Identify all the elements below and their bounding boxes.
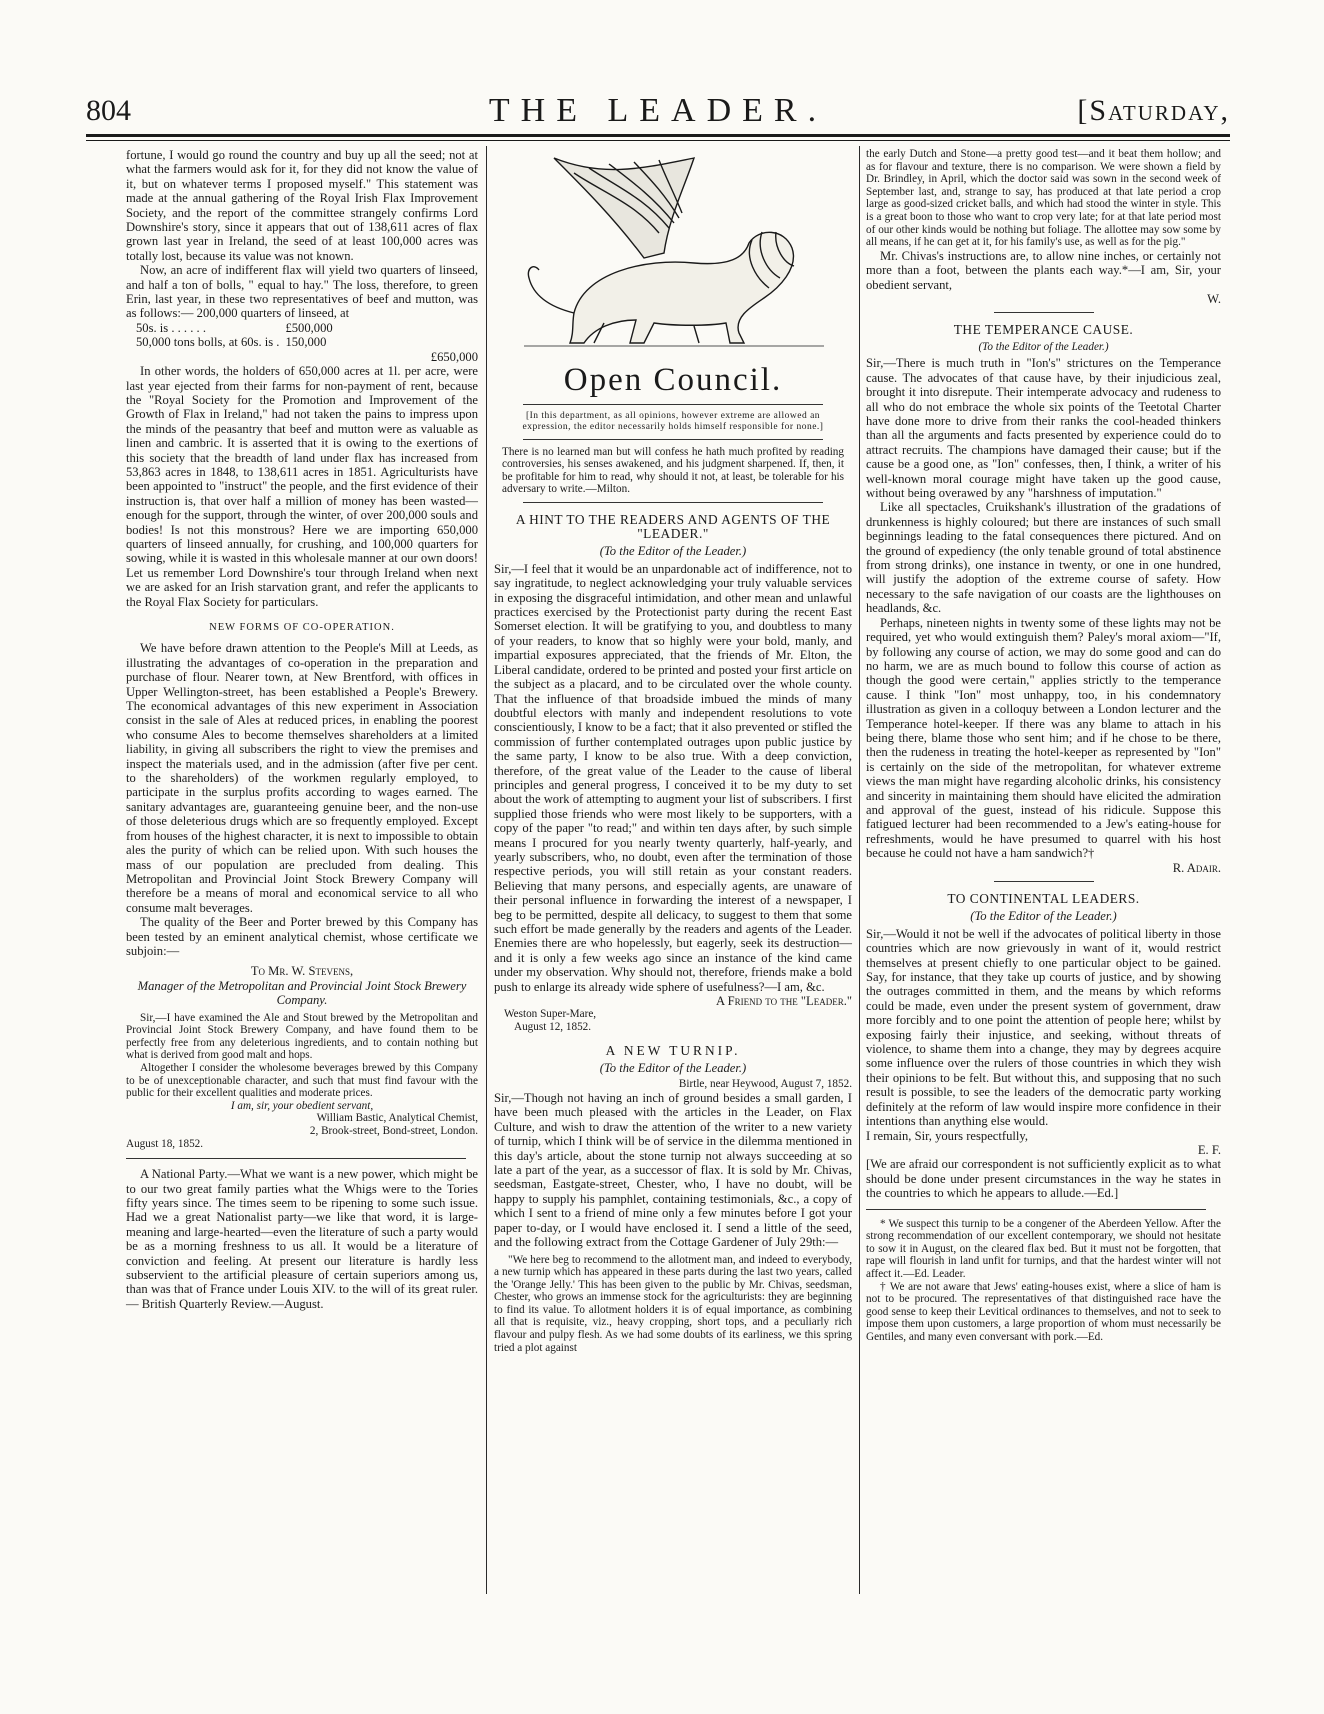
letter-paragraph: Sir,—I have examined the Ale and Stout brewed by the Metropolitan and Provincial Joint Stock Brewery Company, and have found them to be perfectly free from any deleterious ingredients, and to contain nothing but what is derived from good malt and hops. <box>126 1011 478 1062</box>
page-number: 804 <box>86 94 131 127</box>
article-paragraph: We have before drawn attention to the People's Mill at Leeds, as illustrating the advantages of co-operation in the preparation and purchase of flour. Nearer town, at New Brentford, with offices in Upper Wellington-street, has been established a People's Brewery. The economical advantages of this new experiment in Association consist in the sale of Ales at reduced prices, in enabling the poorest who consume Ales to become themselves shareholders at a limited liability, in giving all subscribers the right to view the premises and inspect the materials used, and in the admission (after five per cent. to the shareholders) of the workmen regularly employed, to participate in the surplus profits according to wages earned. The sanitary advantages are, guaranteeing genuine beer, and the non-use of those deleterious drugs which are so frequently employed. Except from houses of the highest character, it is next to impossible to obtain ales the purity of which can be relied upon. With such houses the mass of our population are precluded from dealing. This Metropolitan and Provincial Joint Stock Brewery Company will therefore be a means of moral and economical service to all who consume malt beverages. <box>126 641 478 915</box>
table-cell: 50s. is . . . . . . <box>136 320 206 335</box>
letter-signature: W. <box>1207 291 1221 306</box>
letter-close: I am, sir, your obedient servant, <box>230 1099 374 1112</box>
letter-date: August 18, 1852. <box>126 1137 204 1150</box>
column-divider <box>859 146 860 1594</box>
article-subheading: (To the Editor of the Leader.) <box>599 544 747 559</box>
article-heading: TO CONTINENTAL LEADERS. <box>947 891 1140 906</box>
letter-role: Manager of the Metropolitan and Provincial Joint Stock Brewery Company. <box>137 978 467 1008</box>
dateline: Birtle, near Heywood, August 7, 1852. <box>678 1078 852 1091</box>
article-heading: A NEW TURNIP. <box>605 1042 741 1058</box>
column-2 <box>494 148 852 1628</box>
divider <box>126 1158 466 1159</box>
column-1 <box>126 148 478 1598</box>
winged-lion-icon <box>494 148 852 360</box>
epigraph: There is no learned man but will confess he hath much profited by reading controversies, his senses awakened, and his judgment sharpened. If, then, it be profitable for him to read, why should it not, at least, be tolerable for his adversary to write.—Milton. <box>502 446 844 496</box>
letter-signature: E. F. <box>1197 1142 1221 1157</box>
letter-date: August 12, 1852. <box>514 1021 592 1034</box>
article-paragraph: The quality of the Beer and Porter brewed by this Company has been tested by an eminent analytical chemist, whose certificate we subjoin:— <box>126 915 478 958</box>
table-cell: 150,000 <box>285 335 327 350</box>
table-row <box>136 321 339 335</box>
article-paragraph: A National Party.—What we want is a new power, which might be to our two great family parties what the Whigs were to the Tories fifty years since. The times seem to be ripening to some such issue. Had we a great Nationalist party—we like that word, it is large-meaning and large-hearted—even the literature of such a party would be as a morning freshness to us all. It would be a literature of conviction and feeling. At present our literature is hardly less subservient to the artificial pleasure of certain superiors among us, than was that of France under Louis XIV. to the will of its great ruler.— British Quarterly Review.—August. <box>126 1167 478 1311</box>
article-paragraph: Sir,—I feel that it would be an unpardonable act of indifference, not to say ingratitude, to neglect acknowledging your truly valuable services in exposing the disgraceful intimidation, and other mean and unlawful practices exercised by the Protectionist party during the recent East Somerset election. It will be gratifying to you, and doubtless to many of your readers, to know that so highly were your bold, manly, and impartial exposures appreciated, that the friends of Mr. Elton, the Liberal candidate, ordered to be printed and posted your first article on the subject as a placard, and to be circulated over the whole county. That the influence of that broadside imbued the minds of many doubtful electors with manly and independent resolutions to vote conscientiously, I know to be a fact; that it also prevented or stifled the commission of further contemplated outrages upon public justice by the same party, I know to be also true. With a deep conviction, therefore, of the great value of the Leader to the cause of liberal principles and general progress, I conceived it to be my duty to set about the work of attempting to augment your list of subscribers. I first supplied those friends who were most likely to be supporters, with a copy of the paper "to read;" and within ten days after, by such simple means I procured for you nearly twenty quarterly, half-yearly, and yearly subscribers, who, no doubt, even after the termination of those respective periods, you will still retain as your constant readers. Believing that many persons, and especially agents, are unaware of their personal influence in forwarding the interest of a newspaper, I beg to be permitted, despite all delicacy, to suggest to them that some such effort be made generally by the readers and agents of the Leader. Enemies there are who hopelessly, but eagerly, seek its destruction—and it is only a few weeks ago since an instance of the kind came under my observation. Why should not, therefore, friends make a bold push to enlarge its already wide sphere of usefulness?—I am, &c. <box>494 561 852 994</box>
masthead-rule <box>86 134 1230 137</box>
divider <box>994 881 1094 882</box>
winged-lion-illustration <box>494 148 852 360</box>
article-paragraph: Like all spectacles, Cruikshank's illustration of the gradations of drunkenness is highly coloured; but there are instances of such small beginnings leading to the fatal consequences there pictured. And on the ground of expediency (the only tenable ground of total abstinence from strong drinks), one instance in twenty, or one in one hundred, will justify the adoption of the extreme course of safety. How necessary to the safe navigation of our coasts are the lighthouses on headlands, &c. <box>866 500 1221 616</box>
quoted-extract: the early Dutch and Stone—a pretty good test—and it beat them hollow; and as for flavour and texture, there is no comparison. We were shown a field by Dr. Brindley, in April, which the doctor said was sown in the second week of September last, and, strange to say, has produced at that late period a crop large as good-sized cricket balls, and which had stood the winter in style. This is a great boon to those who want to crop very late; for at that late period most of our other kinds would be nothing but foliage. The allottee may sow some by all means, if he can get at it, for his family's use, as well as for the pig." <box>866 148 1221 249</box>
article-paragraph: Perhaps, nineteen nights in twenty some of these lights may not be required, yet who would extinguish them? Paley's moral axiom—"If, by following any course of action, we may do some good and can do no harm, we are as much bound to follow this course of action as though the good were certain," applies strictly to the temperance cause. I think "Ion" most unhappy, too, in his condemnatory illustration as given in a colloquy between a London lecturer and the Temperance hotel-keeper. If there was any blame to attach in his being there, blame those who sent him; and if he chose to be there, then the rudeness in treating the hotel-keeper as represented by "Ion" is certainly on the side of the metropolitan, for whatever extreme views the man might have regarding alcoholic drinks, his consistency and sincerity in maintaining them should have elicited the admiration and approval of the guest, instead of his ridicule. Suppose this fatigued lecturer had been recommended to a Jew's eating-house for refreshments, would he have presumed to quarrel with his host because he could not have a ham sandwich?† <box>866 615 1221 861</box>
editorial-notice: [In this department, as all opinions, however extreme are allowed an expression, the editor necessarily holds himself responsible for none.] <box>522 411 824 432</box>
footnote: † We are not aware that Jews' eating-houses exist, where a slice of ham is not to be procured. The representatives of that distinguished race have the good sense to keep their Levitical ordinances to themselves, and not to seek to impose them upon customers, a large proportion of whom must necessarily be Gentiles, and many even conversant with pork.—Ed. <box>866 1280 1221 1343</box>
divider <box>994 312 1094 313</box>
letter-place: Weston Super-Mare, <box>504 1008 597 1021</box>
divider <box>523 404 823 405</box>
divider <box>523 502 823 503</box>
loss-table <box>136 321 339 350</box>
ledger-total: £650,000 <box>430 349 478 364</box>
section-title: Open Council. <box>563 362 783 398</box>
letter-addressee: To Mr. W. Stevens, <box>250 964 354 979</box>
issue-day: [Saturday, <box>1077 94 1230 127</box>
quoted-extract: "We here beg to recommend to the allotment man, and indeed to everybody, a new turnip which has appeared in these parts during the last two years, called the 'Orange Jelly.' This has been given to the public by Mr. Chivas, seedsman, Chester, who grows an immense stock for the agriculturists: they are beginning to find its value. To allotment holders it is of equal importance, as combining all that is requisite, viz., heavy cropping, short tops, and a peculiarly rich flavour and pulpy flesh. As we had some doubts of its earliness, we this spring tried a plot against <box>494 1253 852 1354</box>
article-heading: THE TEMPERANCE CAUSE. <box>953 322 1134 338</box>
masthead-rule-thin <box>86 140 1230 141</box>
letter-signature: R. Adair. <box>1172 860 1221 875</box>
article-subheading: (To the Editor of the Leader.) <box>970 909 1117 924</box>
letter-address: 2, Brook-street, Bond-street, London. <box>309 1124 478 1137</box>
masthead <box>86 92 1230 132</box>
article-heading: A HINT TO THE READERS AND AGENTS OF THE "LEADER." <box>515 511 831 542</box>
article-subheading: (To the Editor of the Leader.) <box>978 340 1109 353</box>
editor-note: [We are afraid our correspondent is not sufficiently explicit as to what should be done under present circumstances in the way he states in the countries to which he appears to allude.—Ed.] <box>866 1157 1221 1201</box>
letter-paragraph: Altogether I consider the wholesome beverages brewed by this Company to be of unexceptionable character, and such that must find favour with the public for their excellent qualities and moderate prices. <box>126 1061 478 1100</box>
article-paragraph: Sir,—Would it not be well if the advocates of political liberty in those countries which are now grievously in want of it, would restrict themselves at present chiefly to one particular object to be gained. Say, for instance, that they take up courts of justice, and by showing the outrages committed in them, and the means by which reforms could be made, even under the present system of government, draw more forcibly and to one point the attention of people here; whilst by exposing fairly their injustice, and seeking, without threats of violence, to shame them into a change, they may by degrees acquire some influence over the rulers of those countries in which they wish their opinions to be felt. But without this, and supposing that no such result is possible, to see the leaders of the democratic party working definitely at the reform of law would inspire more confidence in their intentions than anything else would. <box>866 926 1221 1129</box>
table-cell: 50,000 tons bolls, at 60s. is . <box>136 335 280 350</box>
section-heading: NEW FORMS OF CO-OPERATION. <box>209 622 395 633</box>
article-paragraph: Sir,—There is much truth in "Ion's" strictures on the Temperance cause. The advocates of that cause have, by their injudicious zeal, brought it into disrepute. Their intemperate advocacy and rudeness to all who do not embrace the whole six points of the Teetotal Charter have done more to drive from their ranks the cool-headed thinkers than all the arguments and facts presented by experience could do to attract recruits. The champions have damaged their cause; but if the cause be a good one, as "Ion" confesses, then, I think, a writer of his well-known moral courage might have taken up the good cause, without being overawed by any "harshness of imputation." <box>866 356 1221 501</box>
article-paragraph: In other words, the holders of 650,000 acres at 1l. per acre, were last year ejected from their farms for non-payment of rent, because the "Royal Society for the Promotion and Improvement of the Growth of Flax in Ireland," had not taken the pains to impress upon the minds of the peasantry that beef and mutton were as valuable as linen and cambric. It is asserted that it is owing to the exertions of this society that the breadth of land under flax has increased from 53,863 acres in 1848, to 138,611 acres in 1851. Agriculturists have been appointed to "instruct" the people, and the first evidence of their instruction is, that over half a million of money has been wasted— enough for the support, through the winter, of over 200,000 souls and bodies! Is not this monstrous? Here we are importing 650,000 quarters of linseed annually, for crushing, and 100,000 quarters for sowing, while it is wasted in this wholesale manner at our own doors! Let us remember Lord Downshire's tour through Ireland when next we are asked for an Irish starvation grant, and refer the applicants to the Royal Flax Society for particulars. <box>126 364 478 609</box>
divider <box>523 439 823 440</box>
letter-close: I remain, Sir, yours respectfully, <box>866 1128 1029 1143</box>
letter-signature: William Bastic, Analytical Chemist, <box>316 1112 478 1125</box>
letter-signature: A Friend to the "Leader." <box>716 994 852 1009</box>
article-paragraph: Now, an acre of indifferent flax will yield two quarters of linseed, and half a ton of bolls, " equal to hay." The loss, therefore, to green Erin, last year, in these two representatives of beef and mutton, was as follows:— 200,000 quarters of linseed, at <box>126 263 478 321</box>
article-paragraph: Sir,—Though not having an inch of ground besides a small garden, I have been much pleased with the articles in the Leader, on Flax Culture, and wish to draw the attention of the writer to a new variety of turnip, which I think will be of service in the dilemma mentioned in this day's article, about the stone turnip not always succeeding at so late a part of the year, as a successor of flax. It is sold by Mr. Chivas, seedsman, Eastgate-street, Chester, who, I have no doubt, will be happy to supply his pamphlet, containing testimonials, &c., a copy of which I sent to a friend of mine only a few minutes before I got your paper to-day, or I would have enclosed it. I send a little of the seed, and the following extract from the Cottage Gardener of July 29th:— <box>494 1091 852 1250</box>
footnote: * We suspect this turnip to be a congener of the Aberdeen Yellow. After the strong recommendation of our excellent contemporary, we should not hesitate to sow it in August, on the cleared flax bed. But it must not be forgotten, that rape will flourish in land unfit for turnips, and that the hardest winter will not affect it.—Ed. Leader. <box>866 1217 1221 1280</box>
newspaper-title: THE LEADER. <box>488 92 828 129</box>
divider <box>866 1209 1206 1210</box>
article-paragraph: fortune, I would go round the country and buy up all the seed; not at what the farmers would ask for it, for they did not know the value of it, but on whatever terms I proposed myself." This statement was made at the annual gathering of the Royal Irish Flax Improvement Society, and the report of the committee strangely confirms Lord Downshire's story, since it appears that out of 138,611 acres of flax grown last year in Ireland, the seed of at least 100,000 acres was totally lost, because its value was not known. <box>126 148 478 263</box>
article-subheading: (To the Editor of the Leader.) <box>599 1061 747 1076</box>
article-paragraph: Mr. Chivas's instructions are, to allow nine inches, or certainly not more than a foot, between the plants each way.*—I am, Sir, your obedient servant, <box>866 248 1221 292</box>
column-3 <box>866 148 1221 1588</box>
column-divider <box>486 146 487 1594</box>
table-row <box>136 335 339 349</box>
table-cell: £500,000 <box>285 320 333 335</box>
